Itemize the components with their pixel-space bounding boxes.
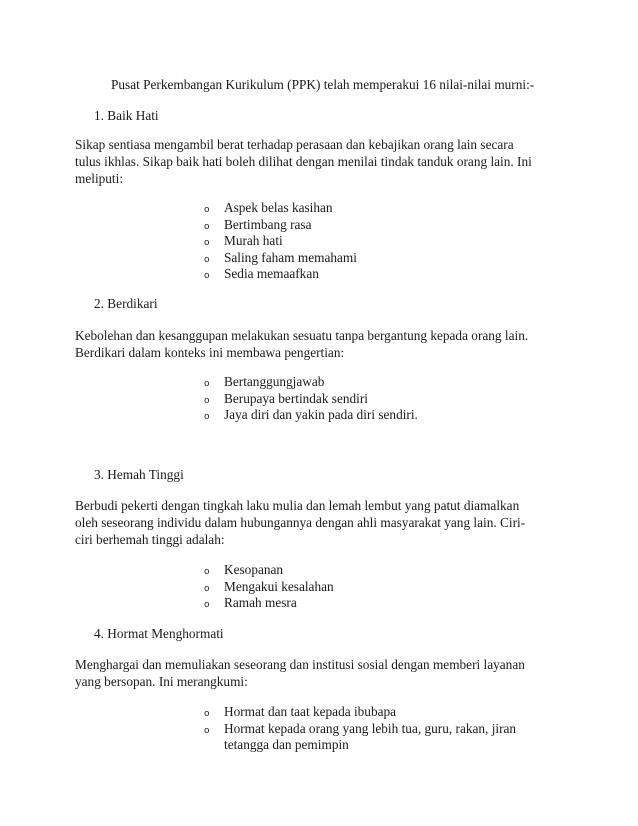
body-line: meliputi:: [75, 171, 124, 186]
bullet-icon: o: [204, 725, 210, 736]
body-line: Sikap sentiasa mengambil berat terhadap perasaan dan kebajikan orang lain secara: [75, 137, 514, 152]
body-line: ciri berhemah tinggi adalah:: [75, 532, 225, 547]
body-line: oleh seseorang individu dalam hubungannya dengan ahli masyarakat yang lain. Ciri-: [75, 515, 526, 530]
bullet-icon: o: [204, 205, 210, 215]
body-line: Kebolehan dan kesanggupan melakukan sesuatu tanpa bergantung kepada orang lain.: [75, 328, 529, 343]
bullet-icon: o: [204, 583, 210, 594]
bullet-icon: o: [204, 567, 210, 577]
body-line: yang bersopan. Ini merangkumi:: [75, 674, 248, 689]
body-line: Menghargai dan memuliakan seseorang dan institusi sosial dengan memberi layanan: [75, 657, 525, 672]
section-body-hemah-tinggi: [75, 497, 570, 548]
list-item-line: tetangga dan pemimpin: [224, 737, 349, 752]
body-line: Berbudi pekerti dengan tingkah laku mulia dan lemah lembut yang patut diamalkan: [75, 498, 520, 513]
bullet-icon: o: [204, 379, 210, 389]
intro-text: Pusat Perkembangan Kurikulum (PPK) telah memperakui 16 nilai-nilai murni:-: [111, 77, 535, 92]
section-body-berdikari: [75, 327, 570, 361]
bullet-icon: o: [204, 238, 210, 248]
section-heading-berdikari: 2. Berdikari: [94, 296, 158, 311]
bullet-icon: o: [204, 271, 210, 281]
section-heading-hormat-menghormati: 4. Hormat Menghormati: [94, 626, 224, 641]
section-heading-hemah-tinggi: 3. Hemah Tinggi: [94, 467, 184, 482]
section-body-baik-hati: [75, 136, 570, 187]
section-body-hormat-menghormati: [75, 656, 570, 690]
body-line: tulus ikhlas. Sikap baik hati boleh dilihat dengan menilai tindak tanduk orang lain. Ini: [75, 154, 532, 169]
bullet-icon: o: [204, 221, 210, 232]
bullet-icon: o: [204, 600, 210, 610]
list-item-line: Hormat kepada orang yang lebih tua, guru, rakan, jiran: [224, 720, 517, 736]
bullet-icon: o: [204, 709, 210, 719]
bullet-icon: o: [204, 395, 210, 406]
document-page: Pusat Perkembangan Kurikulum (PPK) telah memperakui 16 nilai-nilai murni:- 1. Baik Hati Sikap sentiasa mengambil berat terhadap perasaan dan kebajikan orang lain secara tulus ikhlas. Sikap baik hati boleh dilihat dengan menilai tindak tanduk orang lain. Ini meliputi: o Aspek belas kasihan o Bertimbang rasa o Murah hati o Saling faham memahami o Sedia memaafkan 2. Berdikari Kebolehan dan kesanggupan melakukan sesuatu tanpa bergantung kepada orang lain. Berdikari dalam konteks ini membawa pengertian: o Bertanggungjawab o Berupaya bertindak sendiri o Jaya diri dan yakin pada diri sendiri. 3. Hemah Tinggi Berbudi pekerti dengan tingkah laku mulia dan lemah lembut yang patut diamalkan oleh seseorang individu dalam hubungannya dengan ahli masyarakat yang lain. Ciri- ciri berhemah tinggi adalah: o Kesopanan o Mengakui kesalahan o Ramah mesra 4. Hormat Menghormati Menghargai dan memuliakan seseorang dan institusi sosial dengan memberi layanan yang bersopan. Ini merangkumi: o Hormat dan taat kepada ibubapa o Hormat kepada orang yang lebih tua, guru, rakan, jiran tetangga dan pemimpin: [0, 0, 638, 826]
section-heading-baik-hati: 1. Baik Hati: [94, 108, 159, 123]
bullet-icon: o: [204, 412, 210, 422]
body-line: Berdikari dalam konteks ini membawa pengertian:: [75, 345, 345, 360]
bullet-icon: o: [204, 254, 210, 265]
